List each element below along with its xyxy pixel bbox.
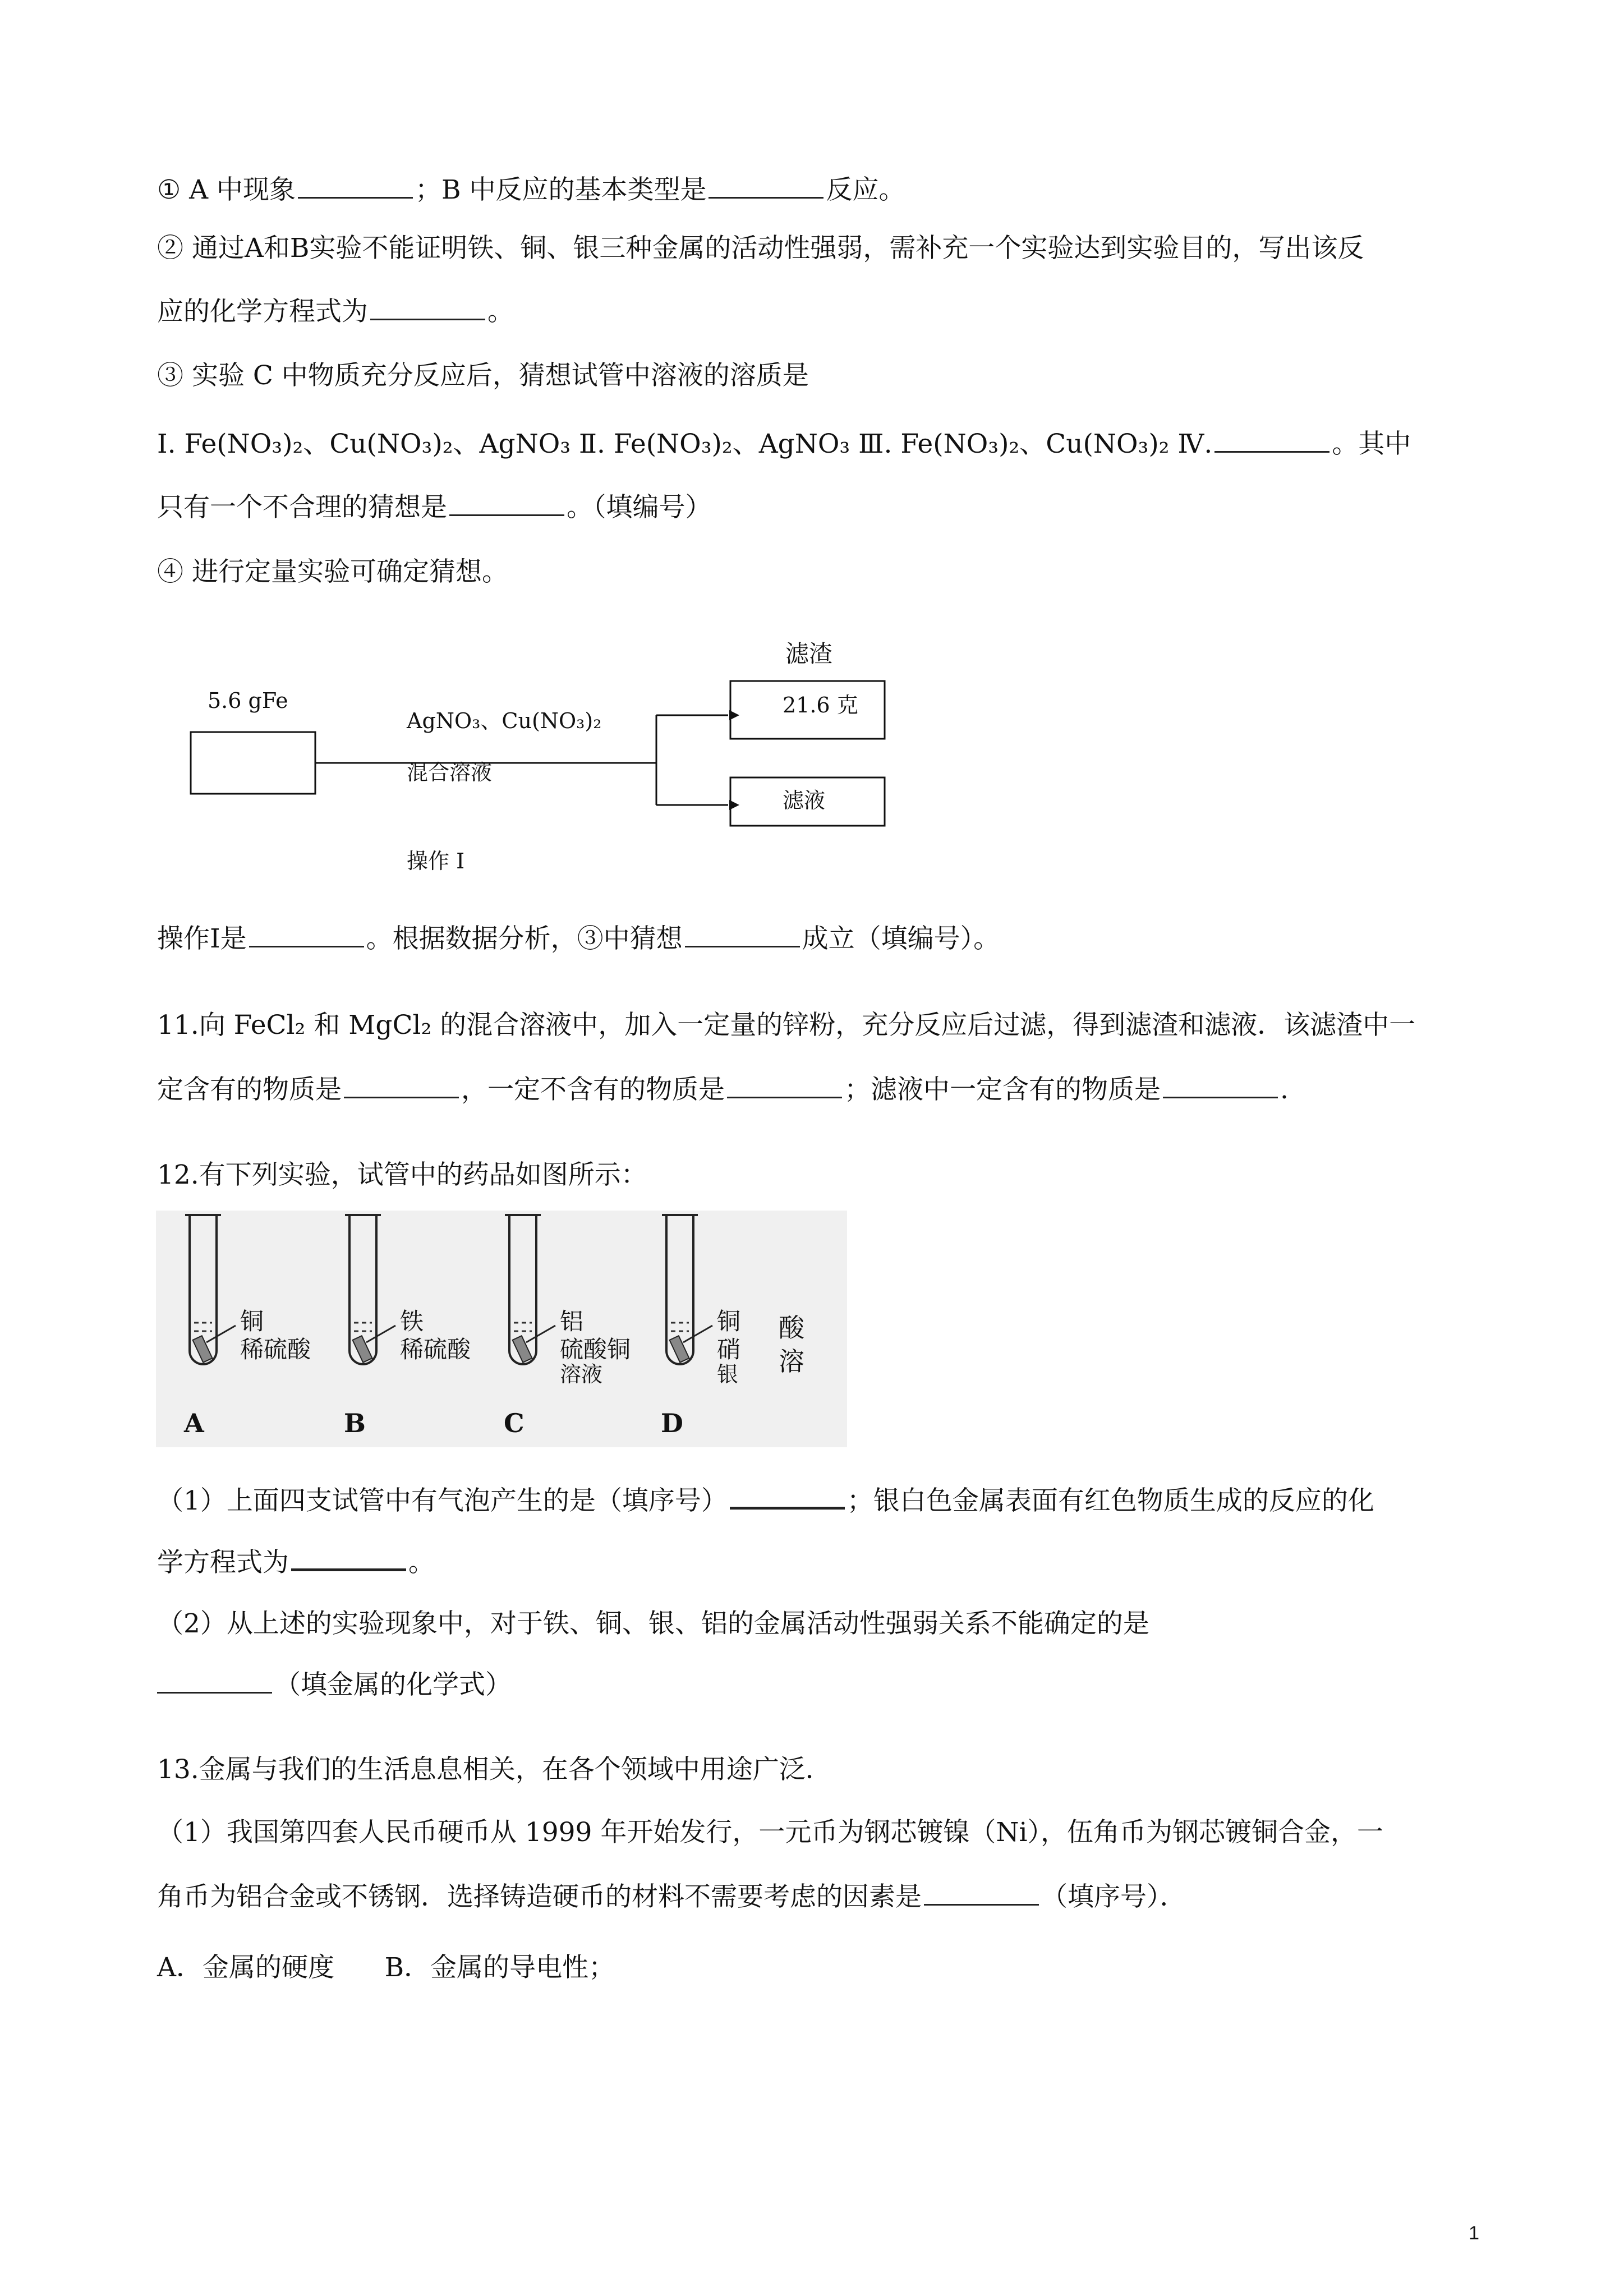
q13-sub1-line2-suffix: （填序号）． bbox=[1041, 1881, 1186, 1912]
answer-blank[interactable] bbox=[1163, 1071, 1278, 1098]
tube-letter: D bbox=[661, 1408, 683, 1438]
metal-label: 铜 bbox=[240, 1308, 264, 1335]
page-number: 1 bbox=[1469, 2223, 1479, 2244]
q10-part3-line3-suffix: 。（填编号） bbox=[567, 492, 712, 523]
solution-label: 稀硫酸 bbox=[240, 1336, 311, 1363]
test-tubes-figure bbox=[156, 1211, 847, 1447]
metal-label: 铜 bbox=[717, 1308, 741, 1335]
metal-label: 铁 bbox=[400, 1308, 424, 1335]
q12-sub2-line2-suffix: （填金属的化学式） bbox=[274, 1669, 512, 1700]
q10-part5-suffix: 成立（填编号）。 bbox=[802, 923, 1000, 954]
side-label-2: 溶 bbox=[779, 1346, 804, 1377]
answer-blank[interactable] bbox=[727, 1071, 842, 1098]
q10-part2-line1: ② 通过A和B实验不能证明铁、铜、银三种金属的活动性强弱，需补充一个实验达到实验目的，写出该反 bbox=[157, 233, 1364, 264]
solution-label-2: 银 bbox=[717, 1362, 739, 1387]
reactant-box bbox=[191, 732, 315, 794]
q11-line1: 11.向 FeCl₂ 和 MgCl₂ 的混合溶液中，加入一定量的锌粉，充分反应后过滤，得到滤渣和滤液．该滤渣中一 bbox=[157, 1010, 1416, 1041]
q11-line2-a: 定含有的物质是 bbox=[157, 1074, 342, 1105]
q10-part1-mid: ；B 中反应的基本类型是 bbox=[415, 174, 707, 205]
metal-label: 铝 bbox=[560, 1308, 584, 1335]
q12-sub1-line2-prefix: 学方程式为 bbox=[157, 1547, 289, 1578]
q12-sub1-prefix: （1）上面四支试管中有气泡产生的是（填序号） bbox=[157, 1485, 728, 1516]
q10-part1-suffix: 反应。 bbox=[826, 174, 905, 205]
q10-part3-line1: ③ 实验 C 中物质充分反应后，猜想试管中溶液的溶质是 bbox=[157, 360, 809, 391]
tube-letter: A bbox=[184, 1408, 204, 1438]
q13-sub1-line1: （1）我国第四套人民币硬币从 1999 年开始发行，一元币为钢芯镀镍（Ni），伍角币为钢芯镀铜合金，一 bbox=[157, 1817, 1384, 1848]
operation-label: 操作 I bbox=[407, 849, 465, 873]
answer-blank[interactable] bbox=[249, 920, 364, 947]
answer-blank[interactable] bbox=[344, 1071, 459, 1098]
reagent-line1: AgNO₃、Cu(NO₃)₂ bbox=[407, 708, 602, 733]
answer-blank[interactable] bbox=[730, 1481, 845, 1510]
answer-blank[interactable] bbox=[157, 1666, 272, 1694]
answer-blank[interactable] bbox=[291, 1543, 406, 1571]
reagent-line2: 混合溶液 bbox=[407, 760, 493, 785]
q10-part1-prefix: ① A 中现象 bbox=[157, 174, 296, 205]
q12-sub1-line1 bbox=[157, 1481, 1374, 1518]
q10-part5-mid: 。根据数据分析，③中猜想 bbox=[366, 923, 683, 954]
solution-label: 稀硫酸 bbox=[400, 1336, 471, 1363]
q13-sub1-line2-prefix: 角币为铝合金或不锈钢．选择铸造硬币的材料不需要考虑的因素是 bbox=[157, 1881, 922, 1912]
side-label-1: 酸 bbox=[779, 1313, 804, 1343]
answer-blank[interactable] bbox=[924, 1878, 1039, 1906]
residue-title: 滤渣 bbox=[785, 640, 833, 668]
residue-mass: 21.6 克 bbox=[783, 693, 858, 717]
q10-part5 bbox=[157, 920, 1000, 956]
answer-blank[interactable] bbox=[685, 920, 800, 947]
q10-guess-list: Ⅰ. Fe(NO₃)₂、Cu(NO₃)₂、AgNO₃ Ⅱ. Fe(NO₃)₂、AgNO₃ Ⅲ. Fe(NO₃)₂、Cu(NO₃)₂ Ⅳ. bbox=[157, 429, 1213, 459]
solution-label: 硝 bbox=[717, 1336, 741, 1363]
q11-line2-b: ，一定不含有的物质是 bbox=[461, 1074, 725, 1105]
q10-part4: ④ 进行定量实验可确定猜想。 bbox=[157, 556, 508, 587]
q10-part5-prefix: 操作Ⅰ是 bbox=[157, 923, 247, 954]
solution-label-2: 溶液 bbox=[560, 1362, 603, 1387]
q13-sub1-line2 bbox=[157, 1878, 1186, 1914]
reactant-label: 5.6 gFe bbox=[208, 688, 288, 713]
q10-part2-line2-suffix: 。 bbox=[487, 296, 514, 327]
q10-part2-line2-prefix: 应的化学方程式为 bbox=[157, 296, 368, 327]
q12-stem: 12.有下列实验，试管中的药品如图所示： bbox=[157, 1159, 647, 1190]
q10-part3-line3-prefix: 只有一个不合理的猜想是 bbox=[157, 492, 447, 523]
q13-options: A．金属的硬度 B．金属的导电性； bbox=[157, 1952, 615, 1983]
q12-sub2-line2 bbox=[157, 1666, 512, 1702]
q12-sub1-line2 bbox=[157, 1543, 435, 1580]
q11-line2-c: ；滤液中一定含有的物质是 bbox=[844, 1074, 1161, 1105]
q12-sub1-line2-suffix: 。 bbox=[408, 1547, 435, 1578]
q12-sub2-line1: （2）从上述的实验现象中，对于铁、铜、银、铝的金属活动性强弱关系不能确定的是 bbox=[157, 1608, 1149, 1639]
q10-guess-suffix: 。其中 bbox=[1332, 429, 1411, 459]
tube-letter: C bbox=[504, 1408, 525, 1438]
tube-letter: B bbox=[344, 1408, 366, 1438]
filtrate-label: 滤液 bbox=[783, 788, 826, 813]
q13-stem: 13.金属与我们的生活息息相关，在各个领域中用途广泛． bbox=[157, 1754, 832, 1785]
solution-label: 硫酸铜 bbox=[560, 1336, 631, 1363]
q12-sub1-suffix: ；银白色金属表面有红色物质生成的反应的化 bbox=[846, 1485, 1374, 1516]
q11-line2 bbox=[157, 1071, 1289, 1107]
q11-line2-d: . bbox=[1280, 1074, 1289, 1105]
